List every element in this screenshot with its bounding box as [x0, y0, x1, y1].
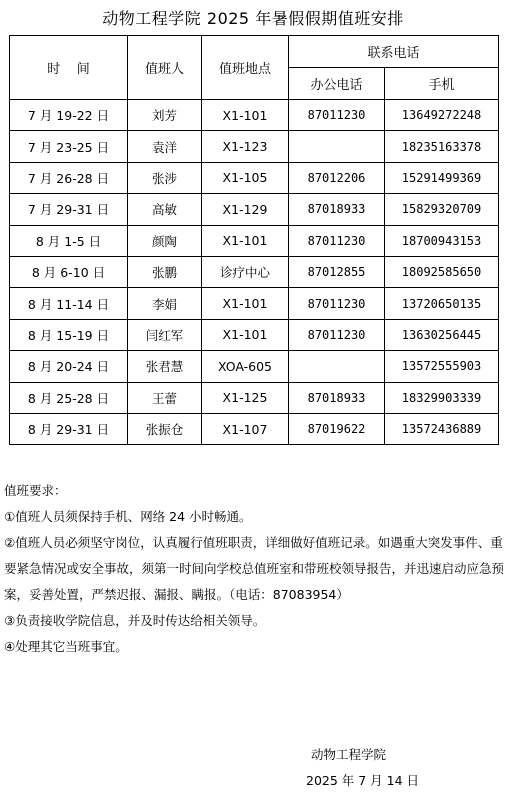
person-cell: 闫红军 — [128, 319, 202, 350]
requirement-item: ③负责接收学院信息，并及时传达给相关领导。 — [4, 613, 266, 628]
mobile-cell: 13572555903 — [385, 351, 499, 382]
header-office-phone: 办公电话 — [289, 68, 385, 100]
person-cell: 高敏 — [128, 194, 202, 225]
location-cell: 诊疗中心 — [202, 256, 289, 287]
location-cell: X1-105 — [202, 162, 289, 193]
document-title: 动物工程学院 2025 年暑假假期值班安排 — [102, 9, 404, 28]
table-row — [10, 256, 499, 287]
table-row — [10, 131, 499, 162]
location-cell: X1-101 — [202, 319, 289, 350]
location-cell: X1-101 — [202, 225, 289, 256]
office-phone-cell: 87018933 — [289, 194, 385, 225]
office-phone-cell: 87012855 — [289, 256, 385, 287]
date-cell: 7 月 26-28 日 — [10, 162, 128, 193]
signature-org: 动物工程学院 — [311, 747, 387, 762]
date-cell: 8 月 20-24 日 — [10, 351, 128, 382]
mobile-cell: 18329903339 — [385, 382, 499, 413]
table-row — [10, 382, 499, 413]
table-row — [10, 413, 499, 444]
location-cell: X1-101 — [202, 100, 289, 131]
mobile-cell: 15829320709 — [385, 194, 499, 225]
date-cell: 8 月 15-19 日 — [10, 319, 128, 350]
location-cell: XOA-605 — [202, 351, 289, 382]
header-mobile: 手机 — [385, 68, 499, 100]
office-phone-cell: 87019622 — [289, 413, 385, 444]
person-cell: 李娟 — [128, 288, 202, 319]
mobile-cell: 18092585650 — [385, 256, 499, 287]
table-row — [10, 100, 499, 131]
header-time: 时 间 — [10, 36, 128, 100]
mobile-cell: 15291499369 — [385, 162, 499, 193]
person-cell: 刘芳 — [128, 100, 202, 131]
table-row — [10, 225, 499, 256]
date-cell: 7 月 23-25 日 — [10, 131, 128, 162]
duty-requirements — [4, 478, 504, 660]
requirements-heading: 值班要求： — [4, 483, 67, 498]
location-cell: X1-123 — [202, 131, 289, 162]
office-phone-cell: 87011230 — [289, 288, 385, 319]
person-cell: 颜陶 — [128, 225, 202, 256]
office-phone-cell: 87011230 — [289, 225, 385, 256]
mobile-cell: 13649272248 — [385, 100, 499, 131]
mobile-cell: 13572436889 — [385, 413, 499, 444]
date-cell: 8 月 11-14 日 — [10, 288, 128, 319]
duty-schedule-table — [9, 35, 499, 445]
date-cell: 7 月 19-22 日 — [10, 100, 128, 131]
office-phone-cell: 87011230 — [289, 100, 385, 131]
header-contact: 联系电话 — [289, 36, 499, 68]
date-cell: 8 月 6-10 日 — [10, 256, 128, 287]
header-location: 值班地点 — [202, 36, 289, 100]
office-phone-cell — [289, 131, 385, 162]
signature-date: 2025 年 7 月 14 日 — [306, 773, 420, 788]
person-cell: 王蕾 — [128, 382, 202, 413]
requirement-item: ④处理其它当班事宜。 — [4, 639, 128, 654]
date-cell: 7 月 29-31 日 — [10, 194, 128, 225]
person-cell: 张鹏 — [128, 256, 202, 287]
date-cell: 8 月 1-5 日 — [10, 225, 128, 256]
table-row — [10, 351, 499, 382]
date-cell: 8 月 25-28 日 — [10, 382, 128, 413]
mobile-cell: 13720650135 — [385, 288, 499, 319]
person-cell: 袁洋 — [128, 131, 202, 162]
requirement-item: ①值班人员须保持手机、网络 24 小时畅通。 — [4, 509, 252, 524]
office-phone-cell: 87012206 — [289, 162, 385, 193]
header-person: 值班人 — [128, 36, 202, 100]
location-cell: X1-129 — [202, 194, 289, 225]
office-phone-cell: 87011230 — [289, 319, 385, 350]
person-cell: 张君慧 — [128, 351, 202, 382]
date-cell: 8 月 29-31 日 — [10, 413, 128, 444]
requirement-item: ②值班人员必须坚守岗位，认真履行值班职责，详细做好值班记录。如遇重大突发事件、重要紧急情况或安全事故，须第一时间向学校总值班室和带班校领导报告，并迅速启动应急预案，妥善处置，严禁迟报、漏报、瞒报。（电话：87083954） — [4, 535, 505, 602]
table-row — [10, 288, 499, 319]
location-cell: X1-101 — [202, 288, 289, 319]
office-phone-cell — [289, 351, 385, 382]
mobile-cell: 18700943153 — [385, 225, 499, 256]
mobile-cell: 13630256445 — [385, 319, 499, 350]
table-row — [10, 319, 499, 350]
location-cell: X1-107 — [202, 413, 289, 444]
table-row — [10, 162, 499, 193]
person-cell: 张涉 — [128, 162, 202, 193]
office-phone-cell: 87018933 — [289, 382, 385, 413]
mobile-cell: 18235163378 — [385, 131, 499, 162]
location-cell: X1-125 — [202, 382, 289, 413]
person-cell: 张振仓 — [128, 413, 202, 444]
table-row — [10, 194, 499, 225]
